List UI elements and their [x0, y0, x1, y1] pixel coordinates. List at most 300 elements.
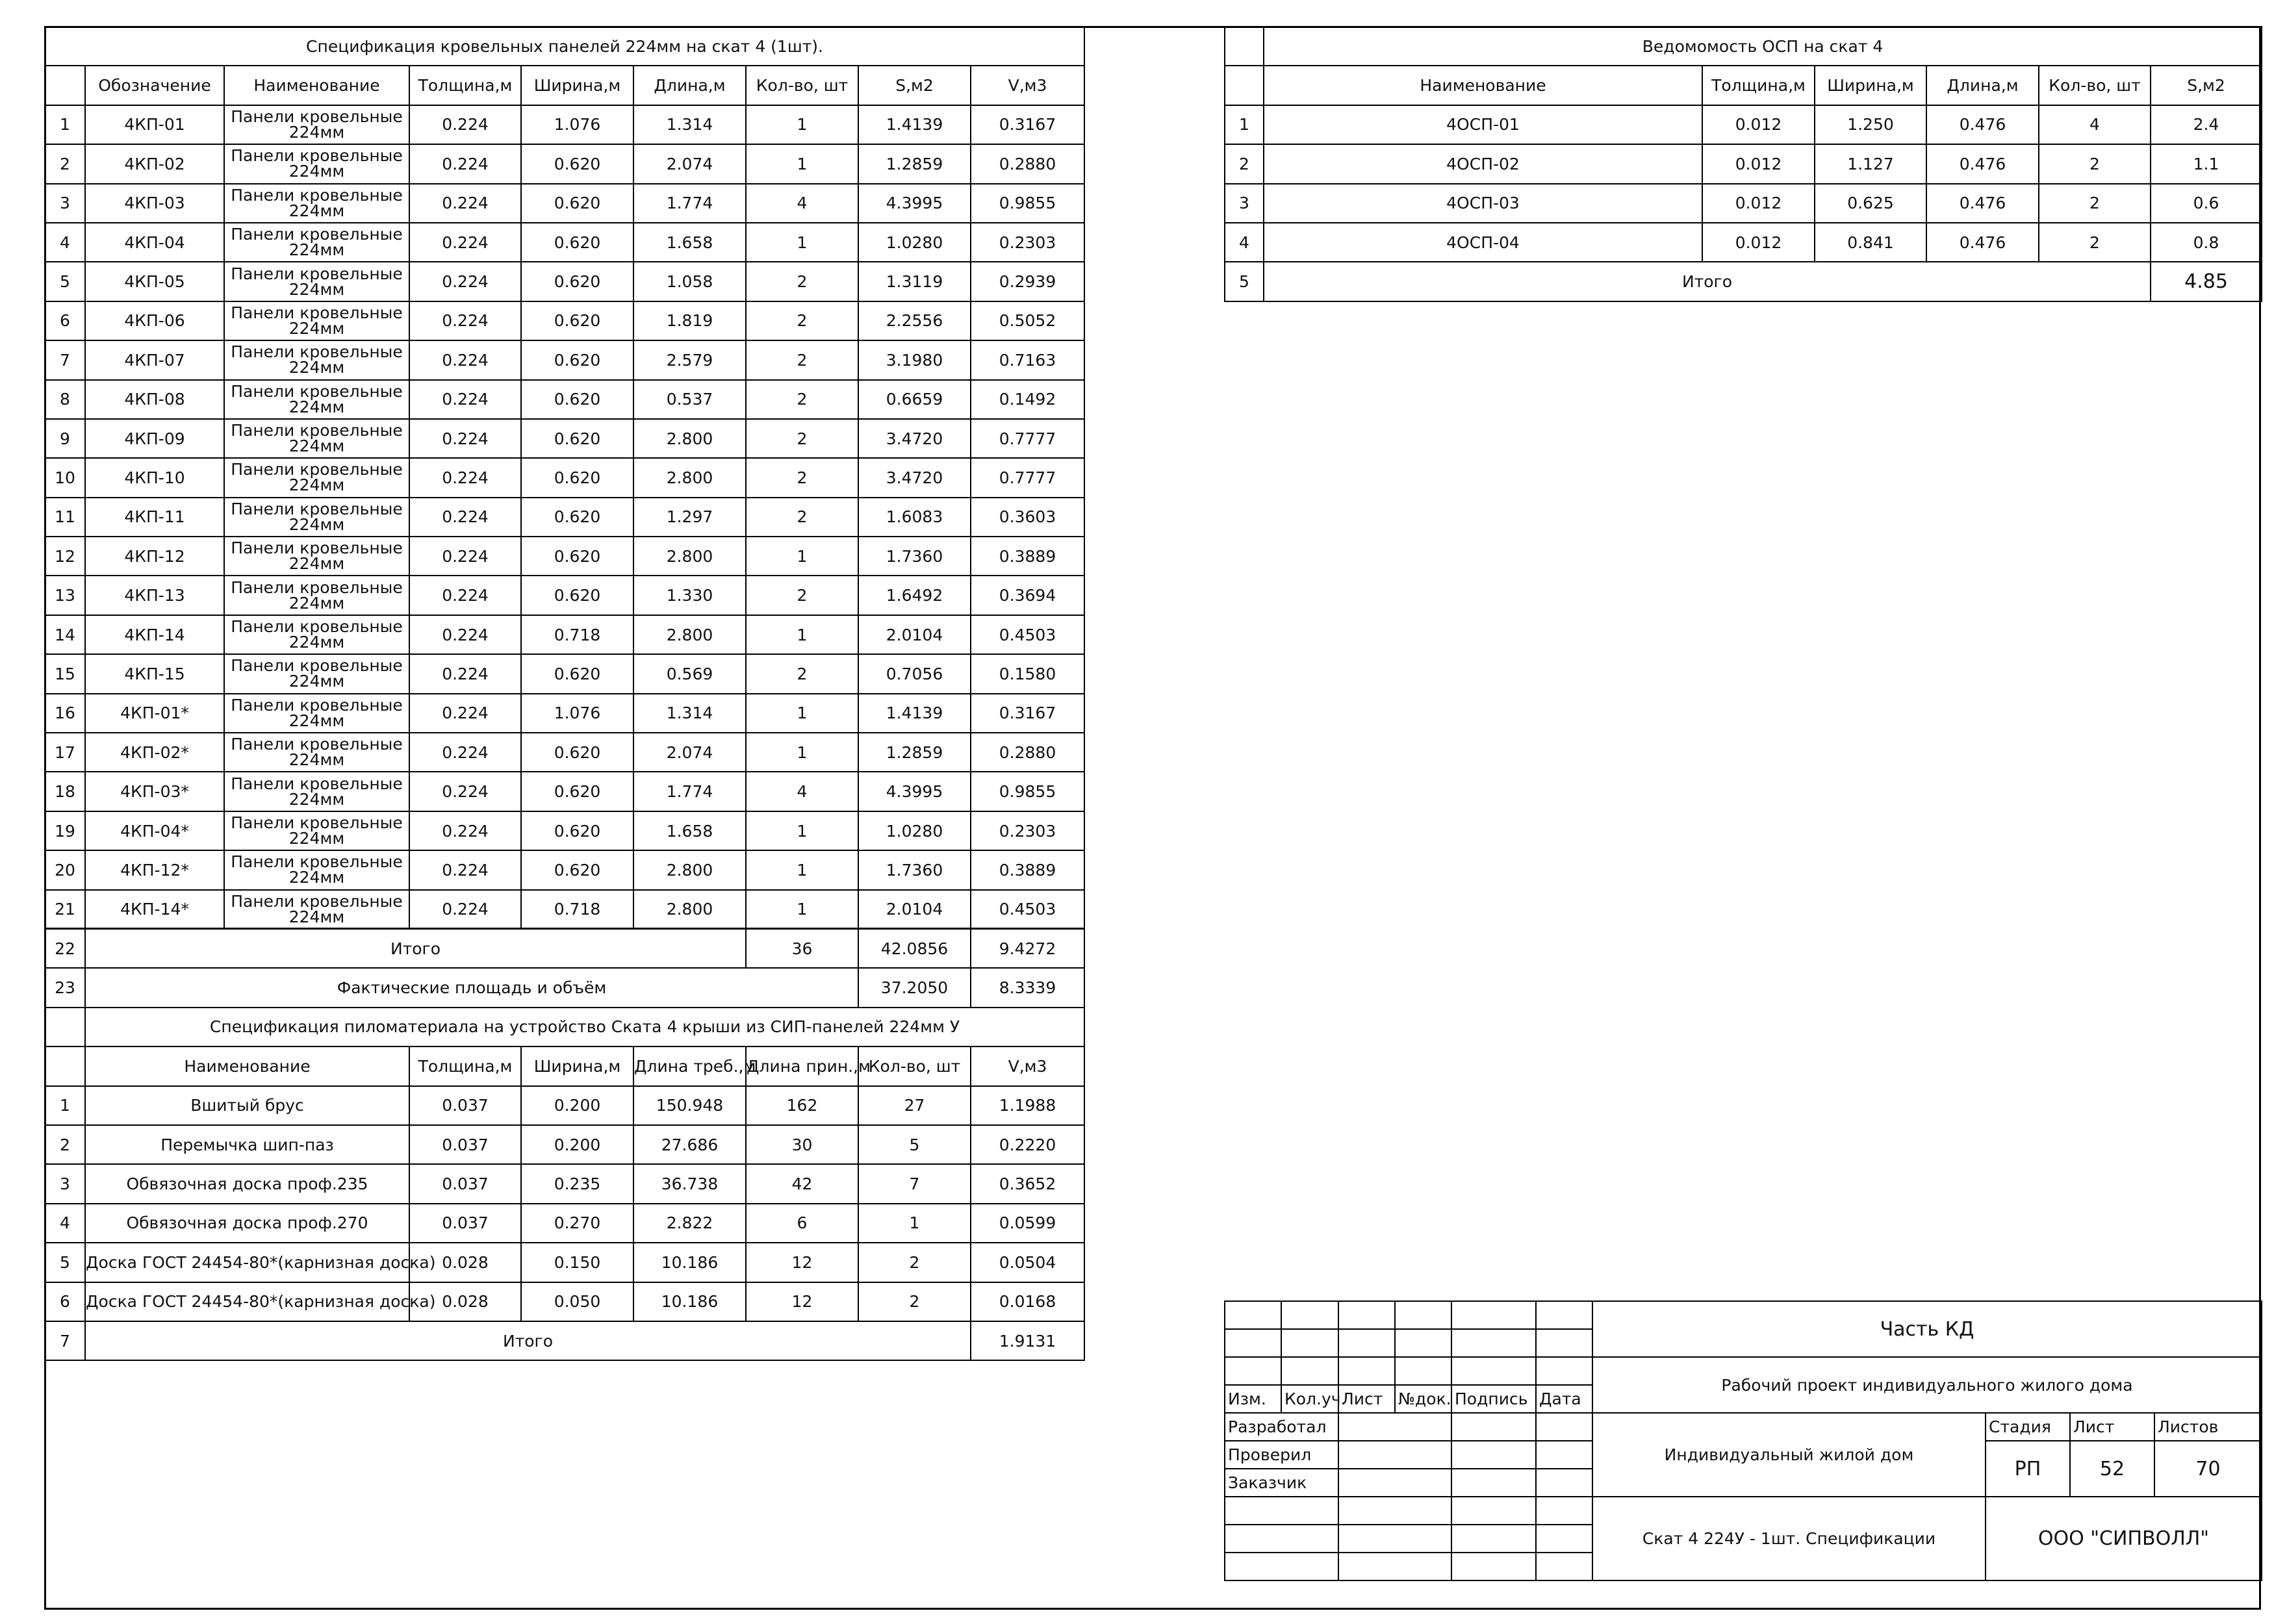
- panel-code: 4КП-04: [85, 223, 224, 262]
- quantity: 2: [746, 380, 858, 419]
- thickness: 0.012: [1702, 184, 1815, 223]
- thickness: 0.012: [1702, 223, 1815, 262]
- area: 1.2859: [858, 733, 971, 772]
- col-header: Ширина,м: [521, 66, 633, 105]
- area: 0.7056: [858, 654, 971, 693]
- col-header: Обозначение: [85, 66, 224, 105]
- width: 1.250: [1815, 105, 1926, 144]
- panel-code: 4КП-04*: [85, 811, 224, 850]
- width: 0.050: [521, 1282, 633, 1321]
- osp-name: 4ОСП-02: [1264, 144, 1702, 183]
- row-number: 5: [45, 262, 85, 301]
- row-number: 16: [45, 694, 85, 733]
- object-name: Индивидуальный жилой дом: [1592, 1413, 1986, 1497]
- width: 0.270: [521, 1204, 633, 1243]
- panel-code: 4КП-15: [85, 654, 224, 693]
- width: 1.076: [521, 105, 633, 144]
- quantity: 7: [858, 1164, 971, 1203]
- area: 2.0104: [858, 615, 971, 654]
- row-number: 2: [45, 1125, 85, 1164]
- length: 2.800: [633, 850, 746, 889]
- width: 0.620: [521, 340, 633, 379]
- table-row: [45, 340, 1084, 379]
- thickness: 0.037: [409, 1164, 521, 1203]
- actual-volume: 8.3339: [971, 968, 1084, 1007]
- length: 1.658: [633, 811, 746, 850]
- col-header: Толщина,м: [409, 66, 521, 105]
- quantity: 2: [858, 1282, 971, 1321]
- length-required: 10.186: [633, 1282, 746, 1321]
- panel-code: 4КП-11: [85, 498, 224, 537]
- volume: 0.0168: [971, 1282, 1084, 1321]
- table-row: [45, 105, 1084, 144]
- thickness: 0.224: [409, 733, 521, 772]
- volume: 0.0504: [971, 1243, 1084, 1282]
- col-list: Лист: [1338, 1385, 1395, 1413]
- width: 0.620: [521, 772, 633, 811]
- area: 3.4720: [858, 419, 971, 458]
- area: 1.0280: [858, 223, 971, 262]
- col-header: Наименование: [1264, 66, 1702, 105]
- thickness: 0.224: [409, 458, 521, 497]
- volume: 1.1988: [971, 1086, 1084, 1125]
- volume: 0.3167: [971, 105, 1084, 144]
- length: 1.658: [633, 223, 746, 262]
- table-row: [45, 811, 1084, 850]
- table-row: [45, 458, 1084, 497]
- panel-code: 4КП-06: [85, 301, 224, 340]
- row-number: 10: [45, 458, 85, 497]
- row-number: 13: [45, 576, 85, 615]
- table-row: [45, 1086, 1084, 1125]
- col-header: Кол-во, шт: [746, 66, 858, 105]
- thickness: 0.224: [409, 850, 521, 889]
- thickness: 0.224: [409, 890, 521, 929]
- area: 1.1: [2151, 144, 2262, 183]
- quantity: 2: [746, 498, 858, 537]
- quantity: 1: [858, 1204, 971, 1243]
- table-row: [45, 694, 1084, 733]
- length: 0.476: [1926, 223, 2039, 262]
- actual-label: Фактические площадь и объём: [85, 968, 858, 1007]
- length-required: 150.948: [633, 1086, 746, 1125]
- volume: 0.0599: [971, 1204, 1084, 1243]
- table-row: [45, 1125, 1084, 1164]
- length: 1.819: [633, 301, 746, 340]
- osp-title: Ведомомость ОСП на скат 4: [1264, 27, 2262, 66]
- thickness: 0.037: [409, 1204, 521, 1243]
- thickness: 0.224: [409, 105, 521, 144]
- thickness: 0.224: [409, 262, 521, 301]
- row-number: 1: [45, 1086, 85, 1125]
- quantity: 2: [746, 419, 858, 458]
- panel-code: 4КП-08: [85, 380, 224, 419]
- table-row: [45, 498, 1084, 537]
- length: 2.800: [633, 537, 746, 576]
- length: 2.800: [633, 615, 746, 654]
- spec-panels-header: [45, 66, 1084, 105]
- area: 1.2859: [858, 144, 971, 183]
- thickness: 0.224: [409, 223, 521, 262]
- row-number: 17: [45, 733, 85, 772]
- table-row: [1225, 144, 2262, 183]
- thickness: 0.012: [1702, 105, 1815, 144]
- panel-code: 4КП-09: [85, 419, 224, 458]
- actual-area: 37.2050: [858, 968, 971, 1007]
- table-row: [45, 537, 1084, 576]
- width: 1.076: [521, 694, 633, 733]
- length: 0.569: [633, 654, 746, 693]
- width: 0.620: [521, 811, 633, 850]
- width: 0.620: [521, 576, 633, 615]
- volume: 0.5052: [971, 301, 1084, 340]
- total-row: [1225, 262, 2262, 301]
- panel-name: Панели кровельные 224мм: [224, 615, 409, 654]
- table-row: [1225, 105, 2262, 144]
- thickness: 0.224: [409, 654, 521, 693]
- volume: 0.2880: [971, 144, 1084, 183]
- width: 0.620: [521, 654, 633, 693]
- volume: 0.2303: [971, 811, 1084, 850]
- thickness: 0.224: [409, 184, 521, 223]
- thickness: 0.224: [409, 576, 521, 615]
- lumber-name: Вшитый брус: [85, 1086, 409, 1125]
- row-number: 6: [45, 301, 85, 340]
- length: 2.074: [633, 733, 746, 772]
- length-accepted: 6: [746, 1204, 858, 1243]
- col-header: Кол-во, шт: [2039, 66, 2151, 105]
- spec-panels-table: [44, 26, 1085, 1361]
- width: 0.620: [521, 850, 633, 889]
- sheet-value: 52: [2070, 1441, 2154, 1497]
- length: 1.314: [633, 694, 746, 733]
- volume: 0.2220: [971, 1125, 1084, 1164]
- osp-name: 4ОСП-03: [1264, 184, 1702, 223]
- row-number: 2: [45, 144, 85, 183]
- thickness: 0.224: [409, 419, 521, 458]
- length-accepted: 162: [746, 1086, 858, 1125]
- area: 1.6083: [858, 498, 971, 537]
- volume: 0.9855: [971, 184, 1084, 223]
- area: 1.7360: [858, 850, 971, 889]
- table-row: [45, 184, 1084, 223]
- table-row: [1225, 184, 2262, 223]
- quantity: 4: [2039, 105, 2151, 144]
- panel-code: 4КП-03: [85, 184, 224, 223]
- total-volume: 1.9131: [971, 1321, 1084, 1360]
- quantity: 1: [746, 144, 858, 183]
- quantity: 2: [2039, 184, 2151, 223]
- panel-name: Панели кровельные 224мм: [224, 733, 409, 772]
- length-accepted: 30: [746, 1125, 858, 1164]
- title-block: [1224, 1300, 2262, 1581]
- spec-panels-title: Спецификация кровельных панелей 224мм на скат 4 (1шт).: [45, 27, 1084, 66]
- col-header: Длина треб.,м: [633, 1047, 746, 1085]
- length: 2.579: [633, 340, 746, 379]
- row-number: 19: [45, 811, 85, 850]
- table-row: [45, 850, 1084, 889]
- row-number: 3: [45, 184, 85, 223]
- panel-name: Панели кровельные 224мм: [224, 184, 409, 223]
- col-header: Ширина,м: [1815, 66, 1926, 105]
- panel-name: Панели кровельные 224мм: [224, 772, 409, 811]
- length: 1.774: [633, 772, 746, 811]
- total-area: 4.85: [2151, 262, 2262, 301]
- col-header: Длина прин.,м: [746, 1047, 858, 1085]
- table-row: [45, 733, 1084, 772]
- row-number: 8: [45, 380, 85, 419]
- row-number: 15: [45, 654, 85, 693]
- panel-name: Панели кровельные 224мм: [224, 419, 409, 458]
- thickness: 0.037: [409, 1125, 521, 1164]
- row-number: 22: [45, 929, 85, 968]
- total-volume: 9.4272: [971, 929, 1084, 968]
- volume: 0.1580: [971, 654, 1084, 693]
- width: 0.718: [521, 890, 633, 929]
- panel-name: Панели кровельные 224мм: [224, 576, 409, 615]
- panel-name: Панели кровельные 224мм: [224, 850, 409, 889]
- row-number: 7: [45, 340, 85, 379]
- row-number: 20: [45, 850, 85, 889]
- table-row: [45, 1164, 1084, 1203]
- panel-name: Панели кровельные 224мм: [224, 223, 409, 262]
- area: 1.3119: [858, 262, 971, 301]
- panel-code: 4КП-01: [85, 105, 224, 144]
- row-number: 5: [45, 1243, 85, 1282]
- area: 2.4: [2151, 105, 2262, 144]
- quantity: 4: [746, 184, 858, 223]
- quantity: 1: [746, 733, 858, 772]
- spec-lumber-title: Спецификация пиломатериала на устройство Ската 4 крыши из СИП-панелей 224мм У: [85, 1008, 1084, 1047]
- table-row: [45, 615, 1084, 654]
- panel-name: Панели кровельные 224мм: [224, 340, 409, 379]
- quantity: 1: [746, 850, 858, 889]
- col-header: Наименование: [224, 66, 409, 105]
- sheets-value: 70: [2154, 1441, 2262, 1497]
- panel-name: Панели кровельные 224мм: [224, 498, 409, 537]
- width: 0.235: [521, 1164, 633, 1203]
- panel-name: Панели кровельные 224мм: [224, 262, 409, 301]
- panel-name: Панели кровельные 224мм: [224, 105, 409, 144]
- total-label: Итого: [85, 1321, 971, 1360]
- length: 2.074: [633, 144, 746, 183]
- table-row: [45, 1243, 1084, 1282]
- thickness: 0.224: [409, 811, 521, 850]
- col-header: Толщина,м: [409, 1047, 521, 1085]
- table-row: [45, 301, 1084, 340]
- quantity: 1: [746, 694, 858, 733]
- row-number: 4: [1225, 223, 1264, 262]
- width: 0.620: [521, 301, 633, 340]
- width: 0.620: [521, 733, 633, 772]
- table-row: [45, 654, 1084, 693]
- osp-name: 4ОСП-01: [1264, 105, 1702, 144]
- panel-name: Панели кровельные 224мм: [224, 654, 409, 693]
- volume: 0.4503: [971, 615, 1084, 654]
- lumber-name: Обвязочная доска проф.235: [85, 1164, 409, 1203]
- panel-name: Панели кровельные 224мм: [224, 301, 409, 340]
- quantity: 2: [746, 340, 858, 379]
- length: 1.297: [633, 498, 746, 537]
- panel-name: Панели кровельные 224мм: [224, 380, 409, 419]
- project-name: Рабочий проект индивидуального жилого дома: [1592, 1357, 2262, 1413]
- osp-header: [1225, 66, 2262, 105]
- volume: 0.2939: [971, 262, 1084, 301]
- quantity: 2: [2039, 144, 2151, 183]
- panel-code: 4КП-07: [85, 340, 224, 379]
- panel-code: 4КП-13: [85, 576, 224, 615]
- area: 1.0280: [858, 811, 971, 850]
- width: 0.718: [521, 615, 633, 654]
- area: 0.8: [2151, 223, 2262, 262]
- width: 0.620: [521, 498, 633, 537]
- panel-code: 4КП-02: [85, 144, 224, 183]
- volume: 0.7163: [971, 340, 1084, 379]
- area: 2.0104: [858, 890, 971, 929]
- panel-name: Панели кровельные 224мм: [224, 694, 409, 733]
- width: 0.841: [1815, 223, 1926, 262]
- col-header: V,м3: [971, 66, 1084, 105]
- row-number: 1: [1225, 105, 1264, 144]
- volume: 0.2303: [971, 223, 1084, 262]
- thickness: 0.028: [409, 1243, 521, 1282]
- row-number: 12: [45, 537, 85, 576]
- table-row: [45, 576, 1084, 615]
- lumber-name: Доска ГОСТ 24454-80*(карнизная доска): [85, 1243, 409, 1282]
- col-header: Длина,м: [1926, 66, 2039, 105]
- panel-code: 4КП-10: [85, 458, 224, 497]
- total-quantity: 36: [746, 929, 858, 968]
- col-date: Дата: [1536, 1385, 1592, 1413]
- volume: 0.3167: [971, 694, 1084, 733]
- quantity: 27: [858, 1086, 971, 1125]
- table-row: [45, 419, 1084, 458]
- row-number: 3: [1225, 184, 1264, 223]
- width: 0.620: [521, 144, 633, 183]
- panel-name: Панели кровельные 224мм: [224, 890, 409, 929]
- total-label: Итого: [85, 929, 746, 968]
- length-required: 10.186: [633, 1243, 746, 1282]
- checked-label: Проверил: [1225, 1441, 1338, 1469]
- quantity: 1: [746, 223, 858, 262]
- table-row: [45, 223, 1084, 262]
- total-area: 42.0856: [858, 929, 971, 968]
- table-row: [1225, 223, 2262, 262]
- width: 0.620: [521, 223, 633, 262]
- width: 0.620: [521, 458, 633, 497]
- table-row: [45, 380, 1084, 419]
- length-accepted: 42: [746, 1164, 858, 1203]
- table-row: [45, 1282, 1084, 1321]
- quantity: 1: [746, 537, 858, 576]
- panel-name: Панели кровельные 224мм: [224, 811, 409, 850]
- width: 0.620: [521, 380, 633, 419]
- volume: 0.2880: [971, 733, 1084, 772]
- panel-name: Панели кровельные 224мм: [224, 458, 409, 497]
- row-number: 7: [45, 1321, 85, 1360]
- width: 0.200: [521, 1125, 633, 1164]
- col-header: V,м3: [971, 1047, 1084, 1085]
- quantity: 1: [746, 615, 858, 654]
- col-signature: Подпись: [1451, 1385, 1536, 1413]
- area: 1.4139: [858, 694, 971, 733]
- volume: 0.7777: [971, 419, 1084, 458]
- sheet-title: Скат 4 224У - 1шт. Спецификации: [1592, 1497, 1986, 1580]
- length-required: 27.686: [633, 1125, 746, 1164]
- col-izm: Изм.: [1225, 1385, 1281, 1413]
- length: 1.774: [633, 184, 746, 223]
- area: 3.1980: [858, 340, 971, 379]
- area: 4.3995: [858, 184, 971, 223]
- row-number: 1: [45, 105, 85, 144]
- quantity: 2: [746, 262, 858, 301]
- length: 2.800: [633, 890, 746, 929]
- total-label: Итого: [1264, 262, 2151, 301]
- col-header: Длина,м: [633, 66, 746, 105]
- length: 1.058: [633, 262, 746, 301]
- thickness: 0.224: [409, 301, 521, 340]
- thickness: 0.224: [409, 694, 521, 733]
- table-row: [45, 772, 1084, 811]
- row-number: 18: [45, 772, 85, 811]
- length: 0.537: [633, 380, 746, 419]
- quantity: 5: [858, 1125, 971, 1164]
- volume: 0.9855: [971, 772, 1084, 811]
- length: 2.800: [633, 458, 746, 497]
- quantity: 2: [2039, 223, 2151, 262]
- length-required: 2.822: [633, 1204, 746, 1243]
- sheets-label: Листов: [2154, 1413, 2262, 1441]
- quantity: 1: [746, 811, 858, 850]
- row-number: 11: [45, 498, 85, 537]
- width: 0.620: [521, 537, 633, 576]
- table-row: [45, 1204, 1084, 1243]
- width: 0.620: [521, 419, 633, 458]
- thickness: 0.012: [1702, 144, 1815, 183]
- panel-code: 4КП-14*: [85, 890, 224, 929]
- lumber-name: Доска ГОСТ 24454-80*(карнизная доска): [85, 1282, 409, 1321]
- quantity: 1: [746, 105, 858, 144]
- quantity: 2: [746, 576, 858, 615]
- osp-table: [1224, 26, 2262, 302]
- quantity: 2: [858, 1243, 971, 1282]
- volume: 0.3652: [971, 1164, 1084, 1203]
- row-number: 5: [1225, 262, 1264, 301]
- panel-code: 4КП-14: [85, 615, 224, 654]
- thickness: 0.224: [409, 615, 521, 654]
- total-row: [45, 1321, 1084, 1360]
- width: 0.200: [521, 1086, 633, 1125]
- total-row: [45, 929, 1084, 968]
- spec-lumber-header: [45, 1047, 1084, 1085]
- area: 4.3995: [858, 772, 971, 811]
- row-number: 2: [1225, 144, 1264, 183]
- width: 1.127: [1815, 144, 1926, 183]
- row-number: 21: [45, 890, 85, 929]
- volume: 0.3889: [971, 850, 1084, 889]
- area: 0.6: [2151, 184, 2262, 223]
- sheet-label: Лист: [2070, 1413, 2154, 1441]
- area: 0.6659: [858, 380, 971, 419]
- thickness: 0.224: [409, 340, 521, 379]
- panel-name: Панели кровельные 224мм: [224, 144, 409, 183]
- row-number: 6: [45, 1282, 85, 1321]
- col-header: Ширина,м: [521, 1047, 633, 1085]
- lumber-name: Обвязочная доска проф.270: [85, 1204, 409, 1243]
- width: 0.620: [521, 262, 633, 301]
- row-number: 3: [45, 1164, 85, 1203]
- table-row: [45, 890, 1084, 929]
